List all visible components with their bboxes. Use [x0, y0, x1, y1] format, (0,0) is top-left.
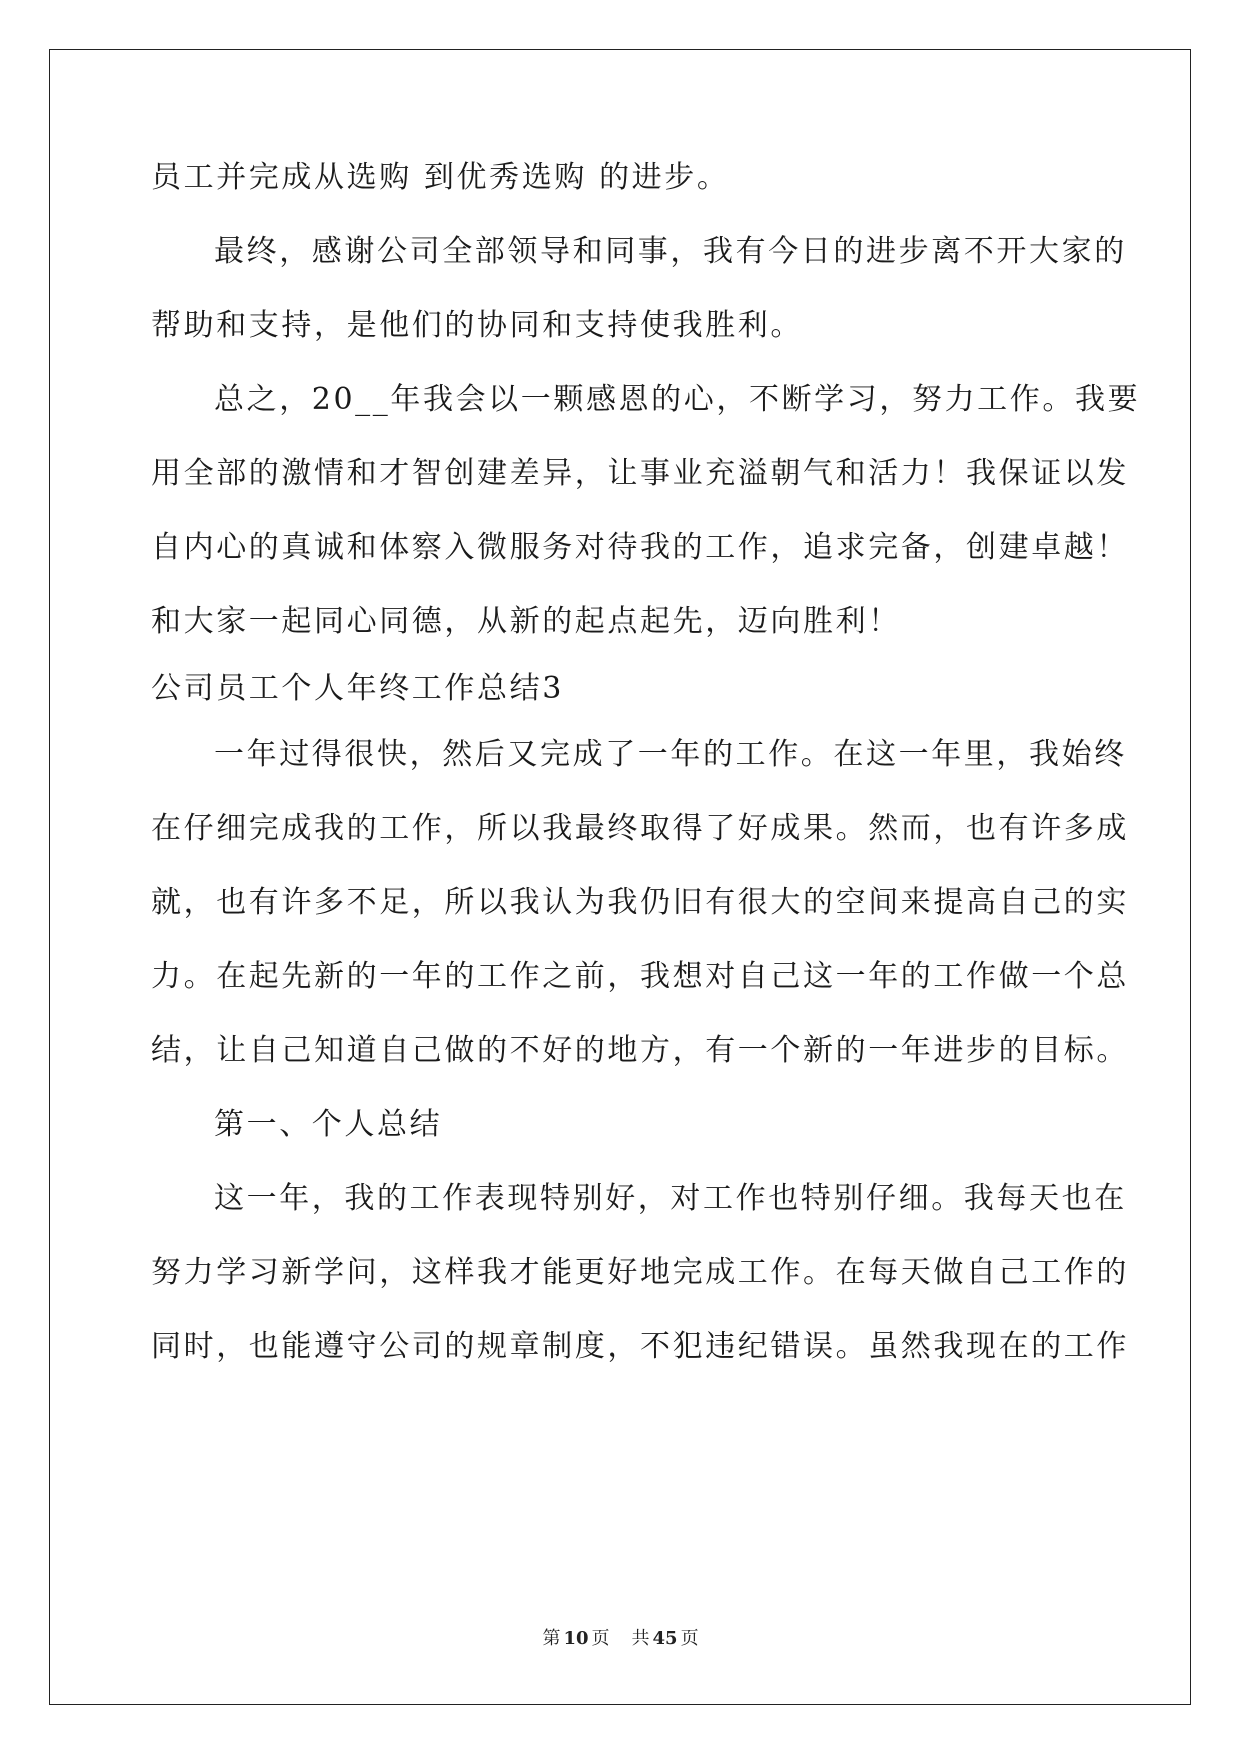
- page-border: [49, 49, 1191, 1705]
- text-line: 力。在起先新的一年的工作之前，我想对自己这一年的工作做一个总: [151, 959, 1129, 994]
- text-line: 员工并完成从选购 到优秀选购 的进步。: [151, 160, 730, 195]
- total-prefix: 共: [631, 1628, 650, 1649]
- text-line: 结，让自己知道自己做的不好的地方，有一个新的一年进步的目标。: [151, 1033, 1129, 1068]
- page-number: 10: [563, 1628, 589, 1649]
- text-line: 自内心的真诚和体察入微服务对待我的工作，追求完备，创建卓越！: [151, 530, 1129, 565]
- paragraph-line: 一年过得很快，然后又完成了一年的工作。在这一年里，我始终: [214, 737, 1127, 772]
- text-line: 就，也有许多不足，所以我认为我仍旧有很大的空间来提高自己的实: [151, 885, 1129, 920]
- text-line: 帮助和支持，是他们的协同和支持使我胜利。: [151, 308, 803, 343]
- subsection-heading: 第一、个人总结: [214, 1107, 443, 1142]
- text-line: 同时，也能遵守公司的规章制度，不犯违纪错误。虽然我现在的工作: [151, 1329, 1129, 1364]
- page-suffix: 页: [591, 1628, 610, 1649]
- paragraph-line: 最终，感谢公司全部领导和同事，我有今日的进步离不开大家的: [214, 234, 1127, 269]
- paragraph-line: 总之，20__年我会以一颗感恩的心，不断学习，努力工作。我要: [214, 382, 1141, 417]
- text-line: 和大家一起同心同德，从新的起点起先，迈向胜利！: [151, 604, 901, 639]
- text-line: 在仔细完成我的工作，所以我最终取得了好成果。然而，也有许多成: [151, 811, 1129, 846]
- text-line: 努力学习新学问，这样我才能更好地完成工作。在每天做自己工作的: [151, 1255, 1129, 1290]
- page-prefix: 第: [542, 1628, 561, 1649]
- text-line: 用全部的激情和才智创建差异，让事业充溢朝气和活力！我保证以发: [151, 456, 1129, 491]
- paragraph-line: 这一年，我的工作表现特别好，对工作也特别仔细。我每天也在: [214, 1181, 1127, 1216]
- section-heading: 公司员工个人年终工作总结3: [151, 671, 564, 706]
- total-suffix: 页: [680, 1628, 699, 1649]
- total-pages: 45: [652, 1628, 678, 1649]
- page-footer: [0, 1624, 1241, 1650]
